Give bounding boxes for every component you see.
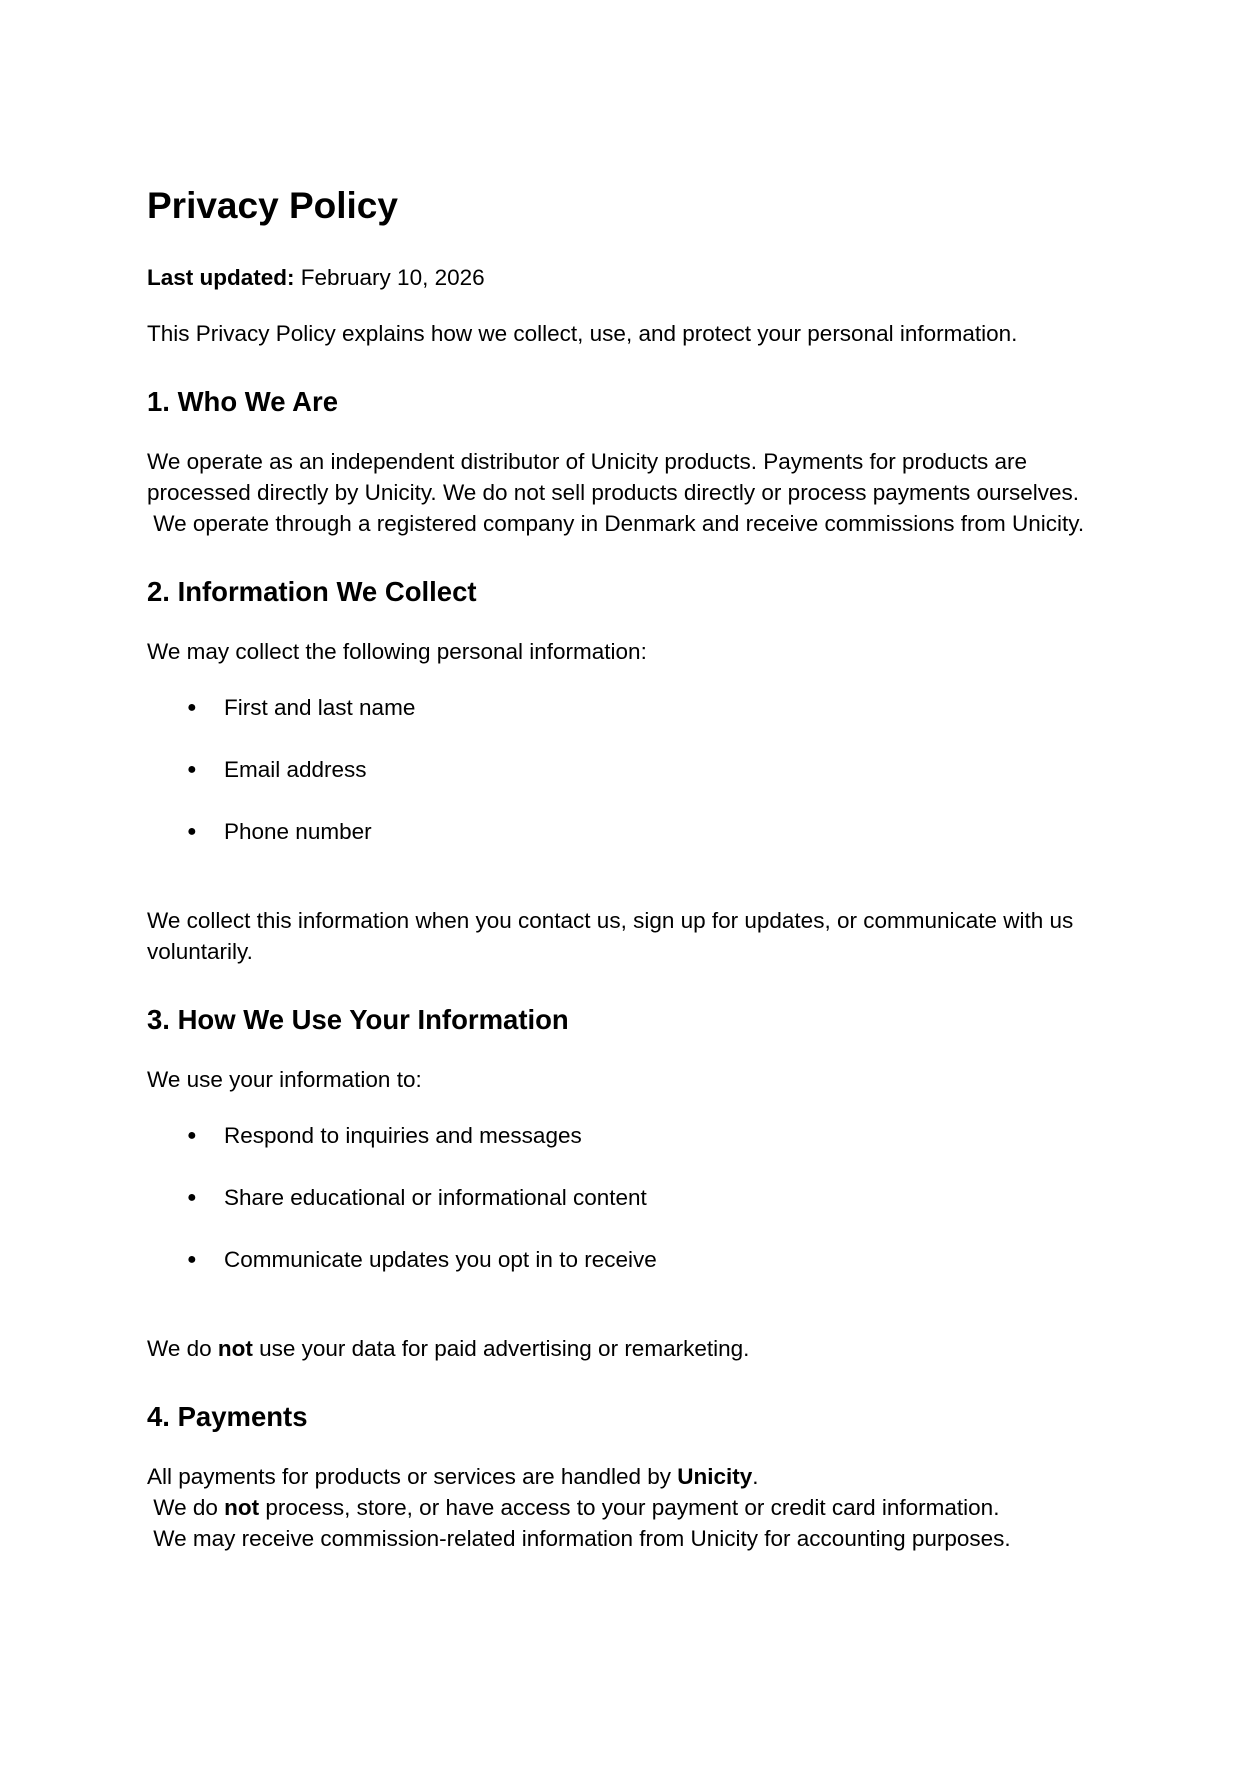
list-item (147, 692, 1107, 723)
text-run: We do (147, 1495, 225, 1520)
paragraph-line: We may receive commission-related information from Unicity for accounting purposes. (147, 1526, 1011, 1551)
bullet-icon: ● (187, 1251, 197, 1268)
section-payments (147, 1400, 1107, 1554)
bullet-icon: ● (187, 823, 197, 840)
list-item-text: First and last name (224, 695, 416, 720)
bullet-icon: ● (187, 1189, 197, 1206)
section-how-we-use (147, 1003, 1107, 1364)
page-title: Privacy Policy (147, 185, 398, 226)
last-updated-value: February 10, 2026 (294, 265, 485, 290)
list-item (147, 1120, 1107, 1151)
emphasis-text: not (224, 1495, 260, 1520)
emphasis-text: Unicity (677, 1464, 753, 1489)
list-item (147, 754, 1107, 785)
list-item (147, 1244, 1107, 1275)
paragraph-line (147, 1492, 1107, 1523)
section-closing (147, 1333, 1107, 1364)
section-information-we-collect (147, 575, 1107, 967)
text-run: We do (147, 1336, 218, 1361)
section-heading: 4. Payments (147, 1401, 308, 1432)
bullet-icon: ● (187, 1127, 197, 1144)
list-item-text: Email address (224, 757, 367, 782)
usage-list (147, 1120, 1107, 1275)
section-paragraph (147, 1461, 1107, 1554)
section-who-we-are (147, 385, 1107, 539)
bullet-icon: ● (187, 699, 197, 716)
last-updated (147, 262, 1107, 293)
section-heading: 2. Information We Collect (147, 576, 477, 607)
paragraph-line (147, 1461, 1107, 1492)
section-heading: 3. How We Use Your Information (147, 1004, 569, 1035)
list-item-text: Respond to inquiries and messages (224, 1123, 582, 1148)
text-run: . (752, 1464, 759, 1489)
text-run: use your data for paid advertising or remarketing. (252, 1336, 750, 1361)
emphasis-text: not (217, 1336, 253, 1361)
last-updated-label: Last updated: (147, 265, 295, 290)
intro-paragraph: This Privacy Policy explains how we collect, use, and protect your personal information. (147, 321, 1018, 346)
list-item (147, 1182, 1107, 1213)
section-closing: We collect this information when you contact us, sign up for updates, or communicate with us voluntarily. (147, 908, 1074, 964)
section-paragraph (147, 446, 1107, 539)
text-run: process, store, or have access to your payment or credit card information. (259, 1495, 1000, 1520)
list-item-text: Share educational or informational content (224, 1185, 647, 1210)
section-lead: We may collect the following personal information: (147, 639, 647, 664)
section-lead: We use your information to: (147, 1067, 422, 1092)
list-item-text: Phone number (224, 819, 372, 844)
paragraph-line: We operate through a registered company in Denmark and receive commissions from Unicity. (147, 511, 1085, 536)
text-run: All payments for products or services are handled by (147, 1464, 678, 1489)
bullet-icon: ● (187, 761, 197, 778)
document-page (147, 184, 1107, 1579)
section-heading: 1. Who We Are (147, 386, 338, 417)
list-item-text: Communicate updates you opt in to receive (224, 1247, 657, 1272)
paragraph-line: We operate as an independent distributor of Unicity products. Payments for products are processed directly by Unicity. We do not sell products directly or process payments ourselves. (147, 449, 1080, 505)
list-item (147, 816, 1107, 847)
collected-info-list (147, 692, 1107, 847)
